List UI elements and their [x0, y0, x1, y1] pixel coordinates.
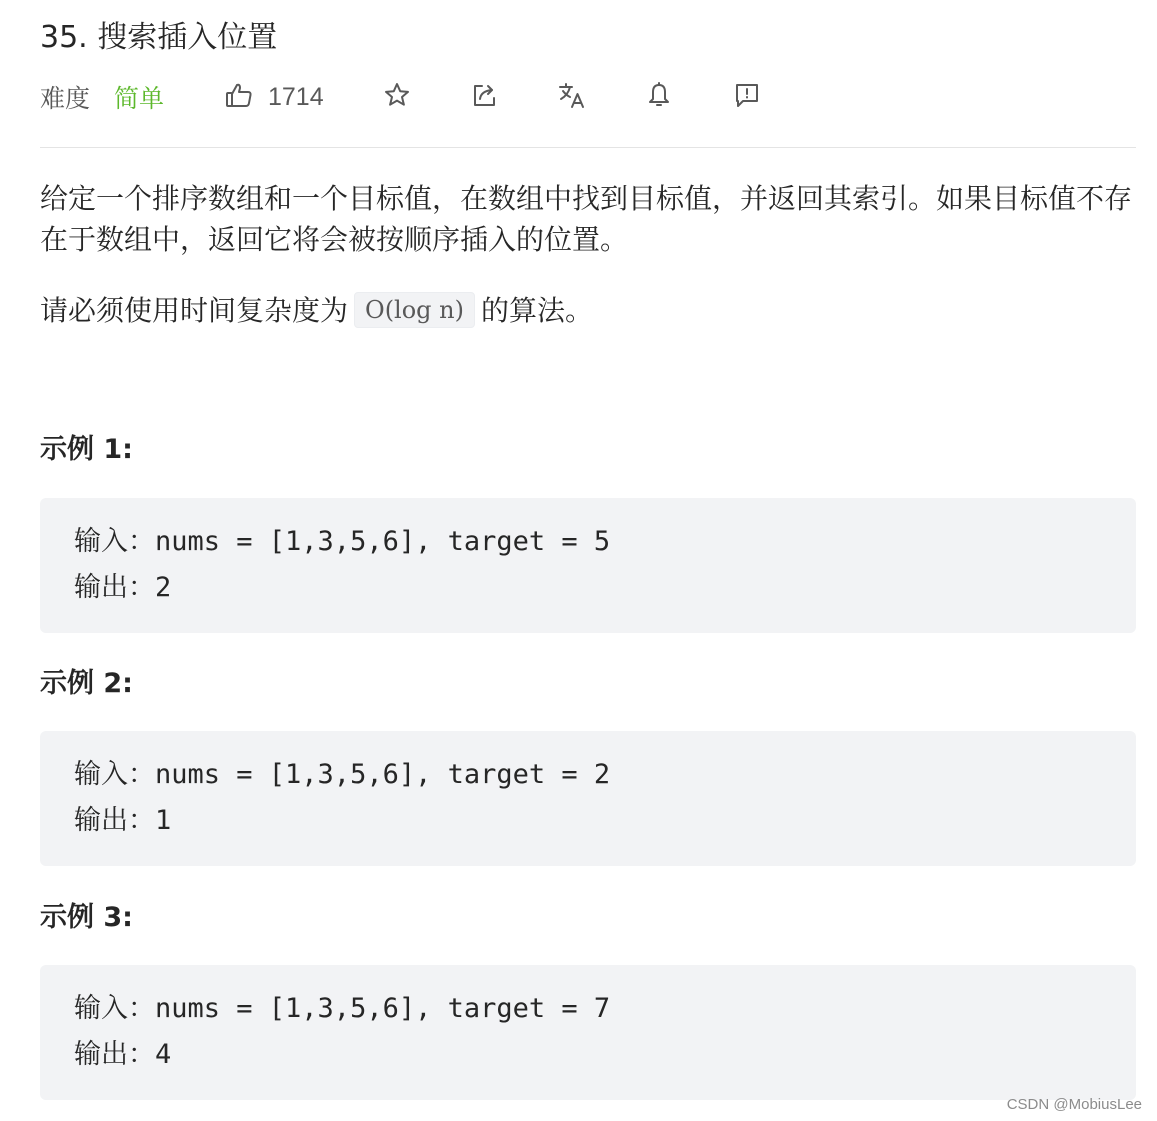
input-value: nums = [1,3,5,6], target = 2	[155, 759, 611, 790]
share-icon	[470, 81, 498, 113]
complexity-code: O(log n)	[354, 292, 475, 328]
problem-title: 35. 搜索插入位置	[40, 20, 278, 55]
bell-icon	[646, 81, 672, 113]
input-label: 输入：	[74, 993, 155, 1024]
output-value: 4	[155, 1039, 172, 1070]
example-output-line	[74, 1035, 171, 1075]
difficulty-badge: 简单	[114, 84, 165, 113]
input-value: nums = [1,3,5,6], target = 5	[155, 526, 611, 557]
problem-meta-bar	[40, 78, 1136, 116]
example-title: 示例 1:	[40, 434, 133, 465]
translate-icon	[557, 80, 587, 114]
subscribe-button[interactable]	[641, 78, 677, 116]
feedback-button[interactable]	[729, 78, 765, 116]
watermark: CSDN @MobiusLee	[1006, 1096, 1142, 1113]
input-label: 输入：	[74, 759, 155, 790]
input-value: nums = [1,3,5,6], target = 7	[155, 993, 611, 1024]
example-code-block	[40, 731, 1136, 866]
example-code-block	[40, 965, 1136, 1100]
output-value: 1	[155, 805, 172, 836]
example-input-line	[74, 522, 610, 562]
example-output-line	[74, 801, 171, 841]
example-output-line	[74, 568, 171, 608]
problem-description: 给定一个排序数组和一个目标值，在数组中找到目标值，并返回其索引。如果目标值不存在于数组中，返回它将会被按顺序插入的位置。	[40, 182, 1133, 256]
translate-button[interactable]	[554, 78, 590, 116]
favorite-button[interactable]	[379, 78, 415, 116]
requirement-text-after: 的算法。	[481, 294, 594, 327]
feedback-icon	[733, 81, 761, 113]
output-value: 2	[155, 572, 172, 603]
example-input-line	[74, 989, 610, 1029]
example-title: 示例 2:	[40, 668, 133, 699]
complexity-requirement	[40, 290, 593, 331]
difficulty-label: 难度	[40, 84, 91, 113]
thumbs-up-icon	[224, 80, 254, 114]
output-label: 输出：	[74, 805, 155, 836]
input-label: 输入：	[74, 526, 155, 557]
header-divider	[40, 147, 1136, 148]
example-title: 示例 3:	[40, 902, 133, 933]
example-code-block	[40, 498, 1136, 633]
star-icon	[383, 81, 411, 113]
output-label: 输出：	[74, 572, 155, 603]
requirement-text-before: 请必须使用时间复杂度为	[40, 294, 349, 327]
like-button[interactable]	[224, 78, 324, 116]
like-count: 1714	[268, 82, 324, 111]
example-input-line	[74, 755, 610, 795]
share-button[interactable]	[466, 78, 502, 116]
output-label: 输出：	[74, 1039, 155, 1070]
